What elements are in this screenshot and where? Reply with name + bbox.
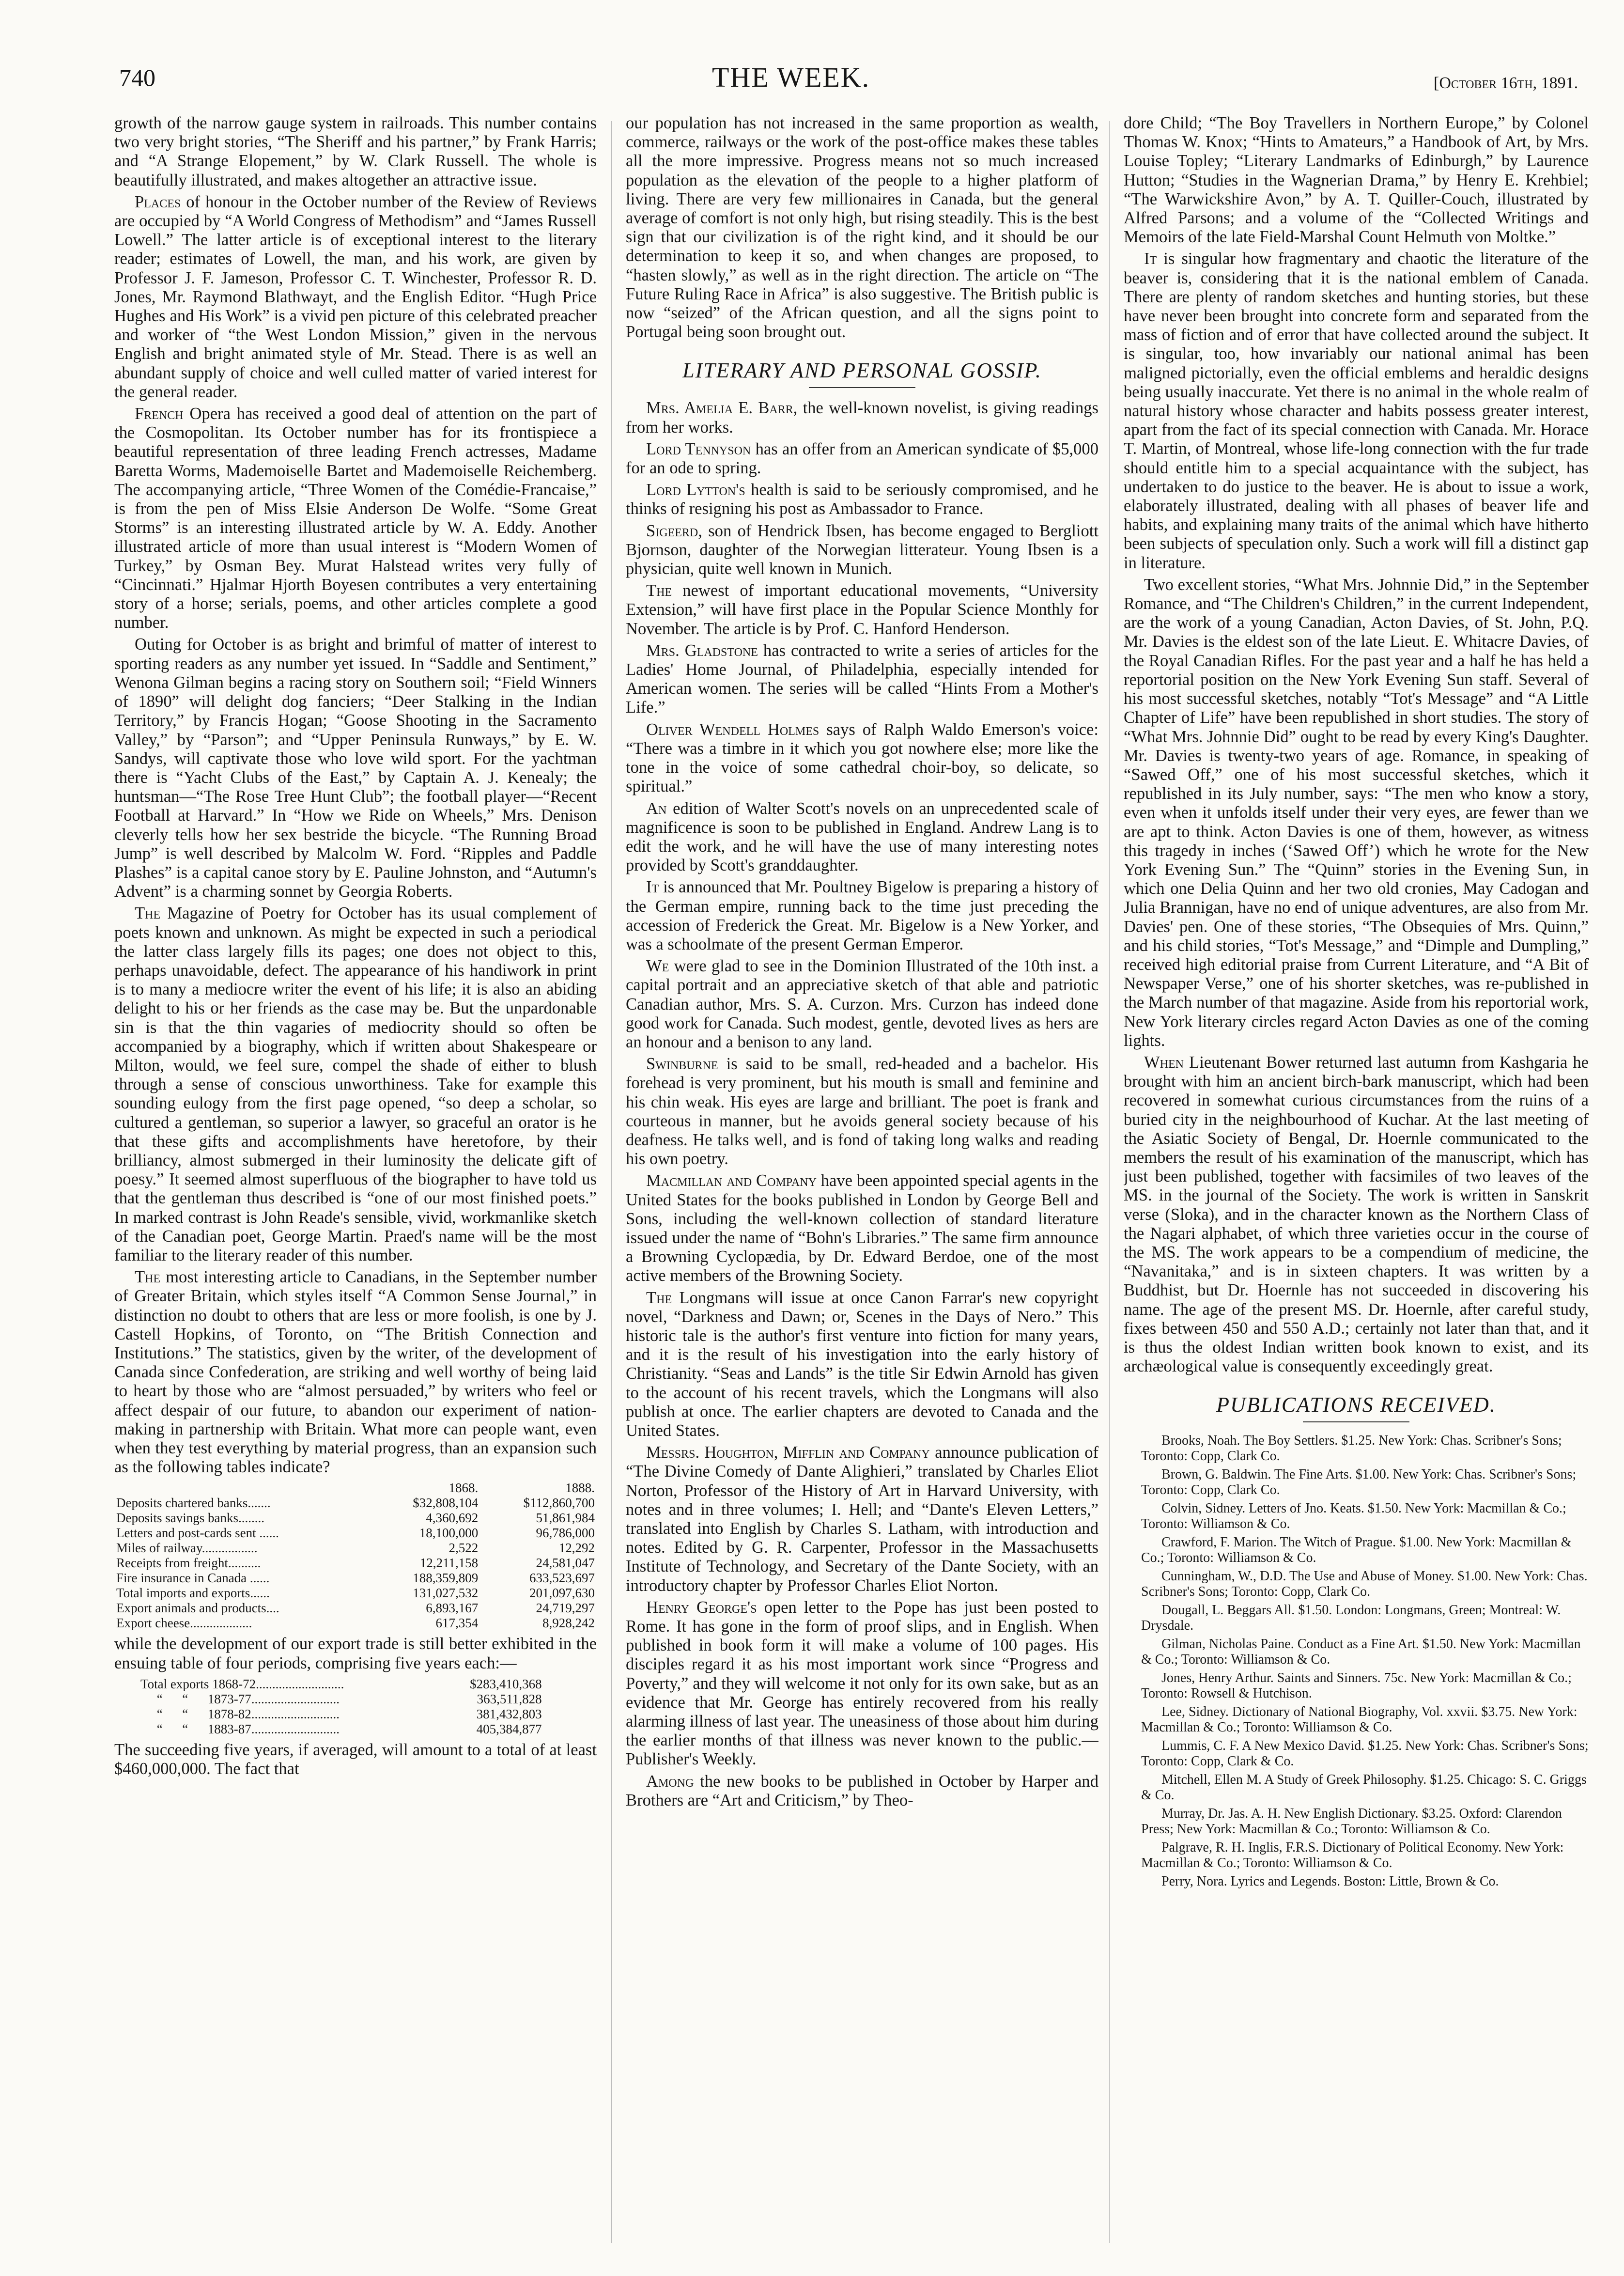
publication-entry: Murray, Dr. Jas. A. H. New English Dictionary. $3.25. Oxford: Clarendon Press; New York: Macmillan & Co.; Toronto: Williamson & Co. [1141, 1806, 1562, 1837]
table-row [139, 1692, 544, 1707]
row-label: Total imports and exports...... [116, 1586, 270, 1601]
column-2 [626, 114, 1098, 2255]
paragraph: It is announced that Mr. Poultney Bigelow is preparing a history of the German empire, running back to the time just preceding the accession of Frederick the Great. Mr. Bigelow is a New Yorker, and was a schoolmate of the present German Emperor. [626, 878, 1098, 953]
row-label: Letters and post-cards sent ...... [116, 1526, 279, 1541]
cell-value: 201,097,630 [529, 1586, 595, 1601]
paragraph: When Lieutenant Bower returned last autumn from Kashgaria he brought with him an ancient birch-bark manuscript, which had been recovered in somewhat curious circumstances from the ruins of a buried city in the neighbourhood of Kuchar. At the last meeting of the Asiatic Society of Bengal, Dr. Hoernle communicated to the members the result of his examination of the manuscript, which has just been published, together with facsimiles of two leaves of the MS. in the journal of the Society. The work is written in Sanskrit verse (Sloka), and in the character known as the Northern Class of the Nagari alphabet, of which three varieties occur in the course of the MS. The work appears to be a compendium of medicine, the “Navanitaka,” and is in sixteen chapters. It was written by a Buddhist, but Dr. Hoernle has not succeeded in discovering his name. The age of the present MS. Dr. Hoernle, after careful study, fixes between 450 and 550 A.D.; certainly not later than that, and it is thus the oldest Indian written book known to exist, and its archæological value is consequently exceedingly great. [1124, 1053, 1589, 1376]
column-rule-2 [1109, 121, 1110, 2243]
row-label: Export animals and products.... [116, 1601, 279, 1616]
paragraph: growth of the narrow gauge system in railroads. This number contains two very bright stories, “The Sheriff and his partner,” by Frank Harris; and “A Strange Elopement,” by W. Clark Russell. The whole is beautifully illustrated, and makes altogether an attractive issue. [114, 114, 597, 189]
column-1 [114, 114, 597, 2255]
cell-value: 8,928,242 [542, 1616, 595, 1631]
row-label: “ “ 1883-87........................... [140, 1721, 340, 1736]
row-label: Export cheese................... [116, 1616, 252, 1631]
cell-value: 381,432,803 [476, 1706, 542, 1721]
row-label: Deposits savings banks........ [116, 1511, 264, 1526]
cell-value: 24,581,047 [536, 1556, 595, 1571]
paragraph: Among the new books to be published in October by Harper and Brothers are “Art and Criticism,” by Theo- [626, 1772, 1098, 1809]
publication-entry: Crawford, F. Marion. The Witch of Prague. $1.00. New York: Macmillan & Co.; Toronto: Williamson & Co. [1141, 1535, 1572, 1566]
cell-value: 12,292 [558, 1541, 595, 1556]
table-row [114, 1511, 597, 1526]
table-row [114, 1616, 597, 1631]
cell-value: 188,359,809 [413, 1571, 479, 1586]
row-label: Total exports 1868-72........................... [140, 1676, 344, 1691]
column-rule-1 [611, 121, 612, 2243]
paragraph: Places of honour in the October number of the Review of Reviews are occupied by “A World Congress of Methodism” and “James Russell Lowell.” The latter article is of exceptional interest to the literary reader; estimates of Lowell, the man, and his work, are given by Professor J. F. Jameson, Professor C. T. Winchester, Professor R. D. Jones, Mr. Raymond Blathwayt, and the English Editor. “Hugh Price Hughes and His Work” is a vivid pen picture of this celebrated preacher and worker of “the West London Mission,” given in the nervous English and bright animated style of Mr. Stead. There is as well an abundant supply of choice and well culled matter of varied interest for the general reader. [114, 192, 597, 401]
cell-value: 12,211,158 [419, 1556, 479, 1571]
table-row [114, 1556, 597, 1571]
cell-value: 405,384,877 [476, 1721, 542, 1736]
section-title: LITERARY AND PERSONAL GOSSIP. [682, 359, 1042, 383]
paragraph: It is singular how fragmentary and chaotic the literature of the beaver is, considering that it is the national emblem of Canada. There are plenty of random sketches and hunting stories, but these have never been brought into concrete form and separated from the mass of fiction and of error that have collected around the subject. It is singular, too, how invariably our national animal has been maligned pictorially, even the official emblems and heraldic designs being usually inaccurate. Yet there is no animal in the whole realm of natural history whose character and habits possess greater interest, apart from the fact of its special connection with Canada. Mr. Horace T. Martin, of Montreal, whose life-long connection with the fur trade should entitle him to a special acquaintance with the subject, has undertaken to do justice to the beaver. He is about to issue a work, elaborately illustrated, dealing with all phases of beaver life and habits, and explaining many traits of the animal which have hitherto been subjects of speculation only. Such a work will fill a distinct gap in literature. [1124, 249, 1589, 572]
paragraph: French Opera has received a good deal of attention on the part of the Cosmopolitan. Its October number has for its frontispiece a beautiful representation of three leading French actresses, Madame Baretta Worms, Mademoiselle Bartet and Mademoiselle Reichemberg. The accompanying article, “Three Women of the Comédie-Francaise,” is from the pen of Miss Elsie Anderson De Wolfe. “Some Great Storms” is an interesting illustrated article by W. A. Eddy. Another illustrated article of more than usual interest is “Modern Women of Turkey,” by Osman Bey. Murat Halstead writes very fully of “Cincinnati.” Hjalmar Hjorth Boyesen contributes a very entertaining story of a horse; serials, poems, and other articles complete a good number. [114, 405, 597, 632]
paragraph: dore Child; “The Boy Travellers in Northern Europe,” by Colonel Thomas W. Knox; “Hints to Amateurs,” a Handbook of Art, by Mrs. Louise Topley; “Literary Landmarks of Edinburgh,” by Laurence Hutton; “Studies in the Wagnerian Drama,” by Henry E. Krehbiel; “The Warwickshire Avon,” by A. T. Quiller-Couch, illustrated by Alfred Parsons; and a volume of the “Collected Writings and Memoirs of the late Field-Marshal Count Helmuth von Moltke.” [1124, 114, 1589, 247]
cell-value: 617,354 [435, 1616, 479, 1631]
section-rule [809, 387, 915, 388]
paragraph: Lord Lytton's health is said to be seriously compromised, and he thinks of resigning his post as Ambassador to France. [626, 481, 1098, 518]
table-row [139, 1722, 544, 1737]
paragraph: Two excellent stories, “What Mrs. Johnnie Did,” in the September Romance, and “The Children's Children,” in the current Independent, are the work of a young Canadian, Acton Davies, of St. John, P.Q. Mr. Davies is the eldest son of the late Lieut. E. Whitacre Davies, of the Royal Canadian Rifles. For the past year and a half he has held a reportorial position on the New York Evening Sun staff. Several of his most successful sketches, notably “Tot's Message” and “A Little Chapter of Life” have been republished in short studies. The story of “What Mrs. Johnnie Did” ought to be read by every King's Daughter. Mr. Davies is twenty-two years of age. Romance, in speaking of “Sawed Off,” one of his most successful sketches, which it republished in its July number, says: “The men who know a story, even when it unfolds itself under their very eyes, are fewer than we are apt to think. Acton Davies is one of them, however, as witness this tragedy in inches (‘Sawed Off’) which he wrote for the New York Evening Sun.” The “Quinn” stories in the Evening Sun, in which one Delia Quinn and her two old cronies, May Cadogan and Julia Brannigan, have no end of unique adventures, are also from Mr. Davies' pen. One of these stories, “The Obsequies of Mrs. Quinn,” and his child stories, “Tot's Message,” and “Dimple and Dumpling,” received high editorial praise from Current Literature, and “A Bit of Newspaper Verse,” one of his shorter sketches, was re-published in the March number of that magazine. Aside from his reportorial work, New York literary circles regard Acton Davies as one of the coming lights. [1124, 575, 1589, 1050]
table-row [114, 1496, 597, 1511]
paragraph: The Longmans will issue at once Canon Farrar's new copyright novel, “Darkness and Dawn; or, Scenes in the Days of Nero.” This historic tale is the author's first venture into fiction for many years, and it is the result of his investigation into the early history of Christianity. “Seas and Lands” is the title Sir Edwin Arnold has given to the account of his recent travels, which the Longmans will also publish at once. The earlier chapters are devoted to Canada and the United States. [626, 1288, 1098, 1440]
publication-entry: Lummis, C. F. A New Mexico David. $1.25. New York: Chas. Scribner's Sons; Toronto: Copp, Clark & Co. [1141, 1738, 1589, 1769]
paragraph: An edition of Walter Scott's novels on an unprecedented scale of magnificence is soon to be published in England. Andrew Lang is to edit the work, and he will have the use of many interesting notes provided by Scott's granddaughter. [626, 799, 1098, 875]
paragraph: Oliver Wendell Holmes says of Ralph Waldo Emerson's voice: “There was a timbre in it which you got nowhere else; more like the tone in the voice of some cathedral choir-boy, so delicate, so spiritual.” [626, 720, 1098, 796]
publications-title: PUBLICATIONS RECEIVED. [1216, 1393, 1496, 1417]
paragraph: The newest of important educational movements, “University Extension,” will have first place in the Popular Science Monthly for November. The article is by Prof. C. Hanford Henderson. [626, 581, 1098, 638]
cell-value: 633,523,697 [529, 1571, 595, 1586]
publication-entry: Jones, Henry Arthur. Saints and Sinners. 75c. New York: Macmillan & Co.; Toronto: Rowsell & Hutchison. [1141, 1670, 1572, 1701]
paragraph: Henry George's open letter to the Pope has just been posted to Rome. It has gone in the form of proof slips, and in English. When published in book form it will make a volume of 100 pages. His disciples regard it as his most important work since “Progress and Poverty,” and they will welcome it not only for its own sake, but as an evidence that Mr. George has entirely recovered from his really alarming illness of last year. The uneasiness of those about him during the earlier months of that illness was never known to the public.—Publisher's Weekly. [626, 1598, 1098, 1769]
paragraph: Messrs. Houghton, Mifflin and Company announce publication of “The Divine Comedy of Dante Alighieri,” translated by Charles Eliot Norton, Professor of the History of Art in Harvard University, with notes and in three volumes; I. Hell; and “Dante's Eleven Letters,” translated into English by Charles S. Latham, with introduction and notes. Edited by G. R. Carpenter, Professor in the Massachusetts Institute of Technology, and Secretary of the Dante Society, with an introductory chapter by Professor Charles Eliot Norton. [626, 1443, 1098, 1595]
publication-entry: Perry, Nora. Lyrics and Legends. Boston: Little, Brown & Co. [1161, 1874, 1499, 1889]
cell-value: 363,511,828 [477, 1691, 542, 1706]
row-label: Deposits chartered banks....... [116, 1496, 271, 1511]
cell-value: 6,893,167 [426, 1601, 479, 1616]
publication-entry: Gilman, Nicholas Paine. Conduct as a Fine Art. $1.50. New York: Macmillan & Co.; Toronto: Williamson & Co. [1141, 1637, 1581, 1668]
cell-value: 4,360,692 [426, 1511, 479, 1526]
paragraph: The Magazine of Poetry for October has its usual complement of poets known and unknown. As might be expected in such a periodical the latter class largely fills its pages; one does not object to this, perhaps unavoidable, defect. The appearance of his handiwork in print is to many a mediocre writer the event of his life; it is also an abiding delight to his or her friends as the case may be. But the unpardonable sin is that the thin vagaries of mediocrity should so often be accompanied by a biography, which if written about Shakespeare or Milton, would, we feel sure, compel the shade of either to blush through a sense of conscious unworthiness. Take for example this sounding eulogy from the first page opened, “so deep a scholar, so cultured a gentleman, so superior a lawyer, so graceful an orator is he that these gifts and accomplishments have heretofore, by their brilliancy, almost submerged in their luminosity the delicate gift of poesy.” It seemed almost superfluous of the biographer to have told us that the gentleman thus described is “one of our most finished poets.” In marked contrast is John Reade's sensible, vivid, workmanlike sketch of the Canadian poet, George Martin. Praed's name will be the most familiar to the literary reader of this number. [114, 904, 597, 1264]
cell-value: 51,861,984 [536, 1511, 595, 1526]
paragraph: Macmillan and Company have been appointed special agents in the United States for the books published in London by George Bell and Sons, including the well-known collection of standard literature issued under the name of “Bohn's Libraries.” The same firm announce a Browning Cyclopædia, by Dr. Edward Berdoe, one of the most active members of the Browning Society. [626, 1171, 1098, 1285]
paragraph: The succeeding five years, if averaged, will amount to a total of at least $460,000,000. The fact that [114, 1740, 597, 1778]
row-label: Fire insurance in Canada ...... [116, 1571, 270, 1586]
table-row [114, 1586, 597, 1601]
table-header-row: 1868. 1888. [449, 1481, 595, 1496]
table-row [114, 1571, 597, 1586]
cell-value: 18,100,000 [419, 1526, 479, 1541]
paragraph: Mrs. Amelia E. Barr, the well-known novelist, is giving readings from her works. [626, 399, 1098, 436]
paragraph: Swinburne is said to be small, red-headed and a bachelor. His forehead is very prominent, but his mouth is small and feminine and his chin weak. His eyes are large and brilliant. The poet is frank and courteous in manner, but he avoids general society because of his deafness. He talks well, and is fond of taking long walks and reading his own poetry. [626, 1055, 1098, 1169]
table-row [139, 1677, 544, 1692]
cell-value: 2,522 [449, 1541, 479, 1556]
issue-date: [October 16th, 1891. [1434, 74, 1578, 92]
cell-value: 131,027,532 [413, 1586, 479, 1601]
paragraph: Sigeerd, son of Hendrick Ibsen, has become engaged to Bergliott Bjornson, daughter of the Norwegian litterateur. Young Ibsen is a physician, quite well known in Munich. [626, 521, 1098, 578]
cell-value: $32,808,104 [413, 1496, 479, 1511]
journal-title: THE WEEK. [712, 62, 870, 93]
publication-entry: Palgrave, R. H. Inglis, F.R.S. Dictionary of Political Economy. New York: Macmillan & Co.; Toronto: Williamson & Co. [1141, 1840, 1564, 1871]
publication-entry: Colvin, Sidney. Letters of Jno. Keats. $1.50. New York: Macmillan & Co.; Toronto: Williamson & Co. [1141, 1501, 1566, 1532]
publication-entry: Dougall, L. Beggars All. $1.50. London: Longmans, Green; Montreal: W. Drysdale. [1141, 1603, 1561, 1634]
table-row [114, 1526, 597, 1541]
row-label: Receipts from freight.......... [116, 1556, 261, 1571]
cell-value: $283,410,368 [470, 1676, 542, 1691]
page-number: 740 [119, 64, 155, 91]
statistics-table [114, 1481, 597, 1631]
exports-table [139, 1677, 544, 1737]
paragraph: our population has not increased in the same proportion as wealth, commerce, railways or the work of the post-office makes these tables all the more impressive. Progress means not so much increased population as the elevation of the people to a higher platform of living. There are very few millionaires in Canada, but the general average of comfort is not only high, but rising steadily. This is the best sign that our civilization is of the right kind, and it should be our determination to keep it so, and when changes are proposed, to “hasten slowly,” as well as in the right direction. The article on “The Future Ruling Race in Africa” is also suggestive. The British public is now “seized” of the African question, and all the signs point to Portugal being soon brought out. [626, 114, 1098, 342]
cell-value: 24,719,297 [536, 1601, 595, 1616]
row-label: “ “ 1878-82........................... [140, 1706, 340, 1721]
publication-entry: Brooks, Noah. The Boy Settlers. $1.25. New York: Chas. Scribner's Sons; Toronto: Copp, Clark Co. [1141, 1433, 1562, 1464]
paragraph: Mrs. Gladstone has contracted to write a series of articles for the Ladies' Home Journal, of Philadelphia, especially intended for American women. The series will be called “Hints From a Mother's Life.” [626, 641, 1098, 717]
paragraph: We were glad to see in the Dominion Illustrated of the 10th inst. a capital portrait and an appreciative sketch of that able and patriotic Canadian author, Mrs. S. A. Curzon. Mrs. Curzon has indeed done good work for Canada. Such modest, gentle, devoted lives as hers are an honour and a benison to any land. [626, 957, 1098, 1051]
column-3 [1124, 114, 1589, 2255]
row-label: “ “ 1873-77........................... [140, 1691, 340, 1706]
publication-entry: Mitchell, Ellen M. A Study of Greek Philosophy. $1.25. Chicago: S. C. Griggs & Co. [1141, 1772, 1587, 1803]
publication-entry: Cunningham, W., D.D. The Use and Abuse of Money. $1.00. New York: Chas. Scribner's Sons; Toronto: Copp, Clark Co. [1141, 1569, 1588, 1600]
publication-entry: Lee, Sidney. Dictionary of National Biography, Vol. xxvii. $3.75. New York: Macmillan & Co.; Toronto: Williamson & Co. [1141, 1704, 1578, 1735]
publications-list [1124, 1433, 1589, 1889]
section-rule [1303, 1421, 1409, 1422]
cell-value: $112,860,700 [523, 1496, 595, 1511]
paragraph: Lord Tennyson has an offer from an American syndicate of $5,000 for an ode to spring. [626, 439, 1098, 478]
table-row [114, 1601, 597, 1616]
cell-value: 96,786,000 [536, 1526, 595, 1541]
paragraph: while the development of our export trade is still better exhibited in the ensuing table of four periods, comprising five years each:— [114, 1635, 597, 1672]
publication-entry: Brown, G. Baldwin. The Fine Arts. $1.00. New York: Chas. Scribner's Sons; Toronto: Copp, Clark Co. [1141, 1467, 1577, 1498]
paragraph: Outing for October is as bright and brimful of matter of interest to sporting readers as any number yet issued. In “Saddle and Sentiment,” Wenona Gilman begins a racing story on Southern soil; “Field Winners of 1890” will delight dog fanciers; “Deer Stalking in the Indian Territory,” by Francis Hogan; “Goose Shooting in the Sacramento Valley,” by “Parson”; and “Upper Peninsula Runways,” by E. W. Sandys, will captivate those who love wild sport. For the yachtman there is “Yacht Clubs of the East,” by Captain A. J. Kenealy; the huntsman—“The Rose Tree Hunt Club”; the football player—“Recent Football at Harvard.” In “How we Ride on Wheels,” Mrs. Denison cleverly tells how her sex bestride the bicycle. “The Running Broad Jump” is well described by Malcolm W. Ford. “Ripples and Paddle Plashes” is a capital canoe story by E. Pauline Johnston, and “Autumn's Advent” is a charming sonnet by Georgia Roberts. [114, 635, 597, 901]
table-row [139, 1707, 544, 1722]
row-label: Miles of railway................. [116, 1541, 258, 1556]
table-row [114, 1541, 597, 1556]
paragraph: The most interesting article to Canadians, in the September number of Greater Britain, which styles itself “A Common Sense Journal,” in distinction no doubt to others that are less or more foolish, is one by J. Castell Hopkins, of Toronto, on “The British Connection and Institutions.” The statistics, given by the writer, of the development of Canada since Confederation, are striking and well worthy of being laid to heart by those who are “almost persuaded,” by writers who feel or affect despair of our future, to abandon our experiment of nation-making in partnership with Britain. What more can people want, even when they test everything by material progress, than an expansion such as the following tables indicate? [114, 1268, 597, 1477]
